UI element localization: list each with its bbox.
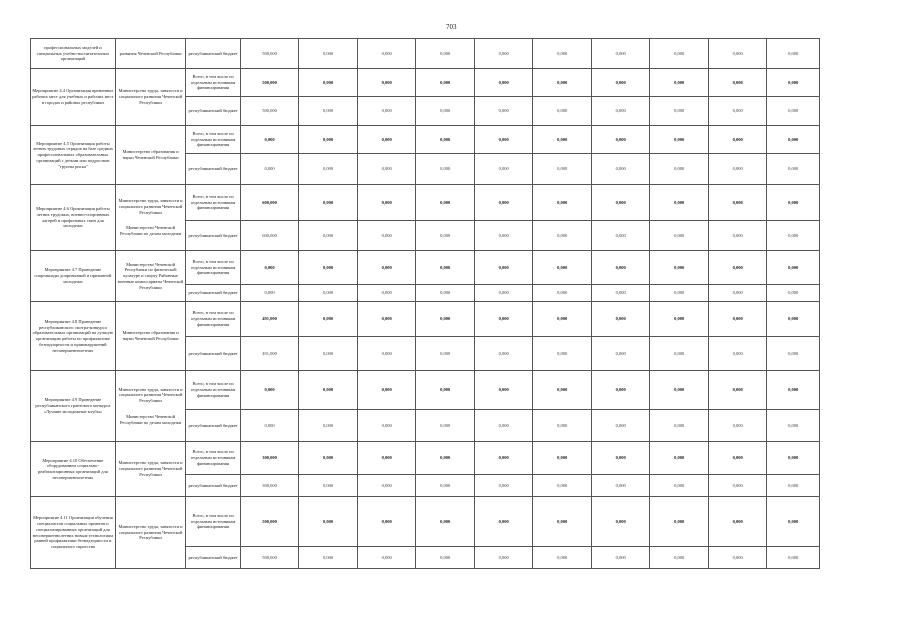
amount-cell: 0,000 [416, 154, 475, 185]
amount-cell: 491,000 [240, 302, 299, 337]
amount-cell: 0,000 [299, 221, 358, 251]
amount-cell: 0,000 [533, 97, 592, 126]
amount-cell: 0,000 [474, 337, 533, 371]
table-row [31, 126, 820, 154]
amount-cell: 0,000 [591, 285, 650, 302]
responsible-org-cell [115, 69, 186, 126]
amount-cell: 0,000 [299, 39, 358, 69]
amount-cell: 0,000 [357, 497, 416, 547]
amount-cell: 0,000 [591, 69, 650, 97]
measure-cell: Мероприятие 4.6 Организация работы летних трудовых, военно-спортивных лагерей и профильных смен для молодежи [31, 185, 116, 251]
amount-cell: 0,000 [299, 475, 358, 497]
amount-cell: 0,000 [299, 410, 358, 442]
amount-cell: 0,000 [708, 185, 767, 221]
amount-cell: 0,000 [533, 302, 592, 337]
funding-source-cell: республиканский бюджет [186, 337, 240, 371]
funding-source-cell: республиканский бюджет [186, 39, 240, 69]
funding-source-cell: республиканский бюджет [186, 410, 240, 442]
amount-cell: 0,000 [299, 185, 358, 221]
amount-cell: 0,000 [591, 251, 650, 285]
amount-cell: 0,000 [416, 302, 475, 337]
amount-cell: 0,000 [299, 371, 358, 410]
org-name: Министерство труда, занятости и социального развития Чеченской Республики [118, 386, 183, 404]
amount-cell: 0,000 [533, 69, 592, 97]
amount-cell: 0,000 [708, 337, 767, 371]
amount-cell: 0,000 [708, 251, 767, 285]
responsible-org-cell [115, 442, 186, 497]
amount-cell: 0,000 [650, 285, 709, 302]
amount-cell: 0,000 [416, 39, 475, 69]
amount-cell: 0,000 [357, 97, 416, 126]
amount-cell: 0,000 [767, 475, 820, 497]
funding-source-cell: Всего, в том числе по отдельным источникам финансирования [186, 302, 240, 337]
amount-cell: 0,000 [474, 410, 533, 442]
amount-cell: 0,000 [533, 185, 592, 221]
amount-cell: 0,000 [416, 475, 475, 497]
amount-cell: 0,000 [650, 126, 709, 154]
amount-cell: 0,000 [650, 69, 709, 97]
responsible-org-cell [115, 371, 186, 442]
org-name: Министерство образования и науки Чеченской Республики [122, 330, 179, 341]
amount-cell: 0,000 [299, 69, 358, 97]
amount-cell: 0,000 [767, 251, 820, 285]
amount-cell: 0,000 [474, 547, 533, 569]
amount-cell: 0,000 [416, 69, 475, 97]
amount-cell: 0,000 [650, 221, 709, 251]
amount-cell: 0,000 [708, 410, 767, 442]
amount-cell: 0,000 [357, 69, 416, 97]
amount-cell: 0,000 [650, 371, 709, 410]
amount-cell: 0,000 [708, 39, 767, 69]
amount-cell: 0,000 [357, 337, 416, 371]
amount-cell: 0,000 [416, 185, 475, 221]
amount-cell: 600,000 [240, 185, 299, 221]
amount-cell: 0,000 [474, 442, 533, 475]
amount-cell: 0,000 [767, 185, 820, 221]
measure-cell: Мероприятие 4.9 Проведение республиканского грантового конкурса «Лучшие молодежные клубы» [31, 371, 116, 442]
table-row [31, 302, 820, 337]
amount-cell: 0,000 [650, 547, 709, 569]
amount-cell: 0,000 [533, 285, 592, 302]
amount-cell: 0,000 [416, 547, 475, 569]
amount-cell: 0,000 [533, 126, 592, 154]
amount-cell: 500,000 [240, 39, 299, 69]
amount-cell: 0,000 [299, 285, 358, 302]
amount-cell: 0,000 [533, 497, 592, 547]
org-name: Министерство труда, занятости и социального развития Чеченской Республики [118, 198, 183, 215]
amount-cell: 0,000 [416, 442, 475, 475]
amount-cell: 0,000 [357, 251, 416, 285]
amount-cell: 0,000 [533, 442, 592, 475]
amount-cell: 0,000 [591, 126, 650, 154]
amount-cell: 0,000 [767, 547, 820, 569]
amount-cell: 0,000 [474, 221, 533, 251]
amount-cell: 0,000 [708, 154, 767, 185]
funding-source-cell: республиканский бюджет [186, 97, 240, 126]
amount-cell: 0,000 [240, 371, 299, 410]
amount-cell: 0,000 [591, 221, 650, 251]
amount-cell: 0,000 [650, 251, 709, 285]
amount-cell: 0,000 [416, 126, 475, 154]
responsible-org-cell [115, 39, 186, 69]
amount-cell: 0,000 [240, 154, 299, 185]
amount-cell: 0,000 [767, 442, 820, 475]
funding-source-cell: Всего, в том числе по отдельным источникам финансирования [186, 126, 240, 154]
amount-cell: 0,000 [474, 126, 533, 154]
amount-cell: 0,000 [357, 154, 416, 185]
amount-cell: 0,000 [357, 475, 416, 497]
amount-cell: 0,000 [767, 371, 820, 410]
amount-cell: 0,000 [474, 69, 533, 97]
amount-cell: 0,000 [357, 126, 416, 154]
amount-cell: 0,000 [591, 410, 650, 442]
amount-cell: 0,000 [767, 221, 820, 251]
amount-cell: 0,000 [591, 154, 650, 185]
amount-cell: 0,000 [299, 337, 358, 371]
amount-cell: 0,000 [767, 97, 820, 126]
funding-source-cell: Всего, в том числе по отдельным источникам финансирования [186, 251, 240, 285]
funding-source-cell: Всего, в том числе по отдельным источникам финансирования [186, 185, 240, 221]
amount-cell: 0,000 [708, 302, 767, 337]
amount-cell: 0,000 [708, 69, 767, 97]
amount-cell: 0,000 [474, 39, 533, 69]
amount-cell: 0,000 [240, 251, 299, 285]
amount-cell: 0,000 [650, 185, 709, 221]
amount-cell: 0,000 [474, 251, 533, 285]
amount-cell: 0,000 [299, 154, 358, 185]
funding-source-cell: республиканский бюджет [186, 221, 240, 251]
funding-source-cell: республиканский бюджет [186, 475, 240, 497]
funding-source-cell: Всего, в том числе по отдельным источникам финансирования [186, 442, 240, 475]
amount-cell: 0,000 [357, 302, 416, 337]
amount-cell: 0,000 [591, 442, 650, 475]
amount-cell: 0,000 [299, 251, 358, 285]
funding-source-cell: республиканский бюджет [186, 547, 240, 569]
amount-cell: 0,000 [474, 302, 533, 337]
amount-cell: 0,000 [708, 371, 767, 410]
table-row [31, 69, 820, 97]
org-name: Министерство Чеченской Республики по делам молодежи [119, 413, 182, 425]
amount-cell: 0,000 [416, 251, 475, 285]
amount-cell: 0,000 [767, 337, 820, 371]
org-name: Министерство Чеченской Республики по делам молодежи [119, 225, 182, 237]
amount-cell: 0,000 [533, 371, 592, 410]
amount-cell: 0,000 [357, 285, 416, 302]
amount-cell: 0,000 [767, 39, 820, 69]
measure-cell: Мероприятие 4.8 Проведение республиканского смотра-конкурса образовательных организаций на лучшую организацию работы по профилактике безнадзорности и правонарушений несовершеннолетних [31, 302, 116, 371]
table-row [31, 442, 820, 475]
amount-cell: 0,000 [416, 221, 475, 251]
responsible-org-cell [115, 497, 186, 569]
amount-cell: 0,000 [591, 497, 650, 547]
amount-cell: 0,000 [533, 410, 592, 442]
amount-cell: 0,000 [650, 302, 709, 337]
amount-cell: 0,000 [357, 371, 416, 410]
amount-cell: 0,000 [357, 547, 416, 569]
amount-cell: 0,000 [299, 126, 358, 154]
amount-cell: 0,000 [708, 547, 767, 569]
amount-cell: 0,000 [650, 497, 709, 547]
org-name: Министерство труда, занятости и социального развития Чеченской Республики [118, 88, 183, 105]
amount-cell: 0,000 [650, 410, 709, 442]
amount-cell: 0,000 [357, 410, 416, 442]
amount-cell: 0,000 [533, 475, 592, 497]
amount-cell: 0,000 [708, 497, 767, 547]
responsible-org-cell [115, 302, 186, 371]
amount-cell: 0,000 [767, 285, 820, 302]
amount-cell: 0,000 [474, 154, 533, 185]
amount-cell: 0,000 [416, 337, 475, 371]
amount-cell: 0,000 [708, 126, 767, 154]
amount-cell: 600,000 [240, 221, 299, 251]
amount-cell: 0,000 [650, 475, 709, 497]
amount-cell: 0,000 [591, 371, 650, 410]
amount-cell: 0,000 [357, 442, 416, 475]
amount-cell: 0,000 [299, 497, 358, 547]
amount-cell: 0,000 [357, 221, 416, 251]
responsible-org-cell [115, 251, 186, 302]
amount-cell: 0,000 [240, 126, 299, 154]
amount-cell: 0,000 [416, 497, 475, 547]
amount-cell: 0,000 [767, 410, 820, 442]
amount-cell: 0,000 [474, 185, 533, 221]
measure-cell: Мероприятие 4.7 Проведение спартакиады допризывной и призывной молодежи [31, 251, 116, 302]
table-row [31, 497, 820, 547]
responsible-org-cell [115, 185, 186, 251]
budget-table [30, 38, 820, 569]
amount-cell: 491,000 [240, 337, 299, 371]
amount-cell: 0,000 [533, 154, 592, 185]
org-name: Министерство Чеченской Республики по физической культуре и спорту Районные военные комиссариаты Чеченской Республики [117, 261, 184, 290]
amount-cell: 0,000 [591, 39, 650, 69]
amount-cell: 0,000 [591, 547, 650, 569]
amount-cell: 0,000 [474, 97, 533, 126]
amount-cell: 0,000 [299, 547, 358, 569]
amount-cell: 0,000 [416, 97, 475, 126]
amount-cell: 0,000 [708, 442, 767, 475]
amount-cell: 0,000 [708, 221, 767, 251]
amount-cell: 0,000 [767, 497, 820, 547]
amount-cell: 0,000 [650, 442, 709, 475]
amount-cell: 0,000 [357, 39, 416, 69]
amount-cell: 0,000 [416, 410, 475, 442]
amount-cell: 500,000 [240, 497, 299, 547]
amount-cell: 300,000 [240, 475, 299, 497]
table-row [31, 185, 820, 221]
amount-cell: 0,000 [533, 39, 592, 69]
page-number: 703 [446, 23, 457, 31]
funding-source-cell: Всего, в том числе по отдельным источникам финансирования [186, 69, 240, 97]
amount-cell: 0,000 [533, 221, 592, 251]
amount-cell: 0,000 [650, 154, 709, 185]
amount-cell: 0,000 [299, 442, 358, 475]
measure-cell: Мероприятие 4.10 Обеспечение оборудованием социально-реабилитационных организаций для несовершеннолетних [31, 442, 116, 497]
amount-cell: 0,000 [591, 185, 650, 221]
amount-cell: 0,000 [533, 337, 592, 371]
amount-cell: 500,000 [240, 69, 299, 97]
measure-cell: профессиональных моделей и специальных учебно-воспитательных организаций [31, 39, 116, 69]
org-name: Министерство труда, занятости и социального развития Чеченской Республики [118, 460, 183, 477]
amount-cell: 0,000 [533, 547, 592, 569]
amount-cell: 0,000 [240, 410, 299, 442]
funding-source-cell: Всего, в том числе по отдельным источникам финансирования [186, 371, 240, 410]
amount-cell: 0,000 [591, 337, 650, 371]
funding-source-cell: республиканский бюджет [186, 285, 240, 302]
amount-cell: 0,000 [591, 97, 650, 126]
amount-cell: 0,000 [474, 371, 533, 410]
funding-source-cell: Всего, в том числе по отдельным источникам финансирования [186, 497, 240, 547]
org-name: Министерство образования и науки Чеченской Республики [122, 149, 179, 160]
table-row [31, 251, 820, 285]
amount-cell: 0,000 [299, 302, 358, 337]
measure-cell: Мероприятие 4.11 Организация обучения специалистов социальных приютов и специализированных организаций для несовершеннолетних новым технологиям ранней профилактики безнадзорности и социального сиротства [31, 497, 116, 569]
org-name: Министерство труда, занятости и социального развития Чеченской Республики [118, 523, 183, 541]
amount-cell: 0,000 [767, 69, 820, 97]
amount-cell: 0,000 [708, 475, 767, 497]
amount-cell: 0,000 [474, 285, 533, 302]
amount-cell: 500,000 [240, 97, 299, 126]
amount-cell: 0,000 [767, 126, 820, 154]
funding-source-cell: республиканский бюджет [186, 154, 240, 185]
table-body [31, 39, 820, 569]
measure-cell: Мероприятие 4.5 Организация работы летних трудовых отрядов на базе средних профессиональных образовательных организаций с детьми или подростков "группы риска" [31, 126, 116, 185]
amount-cell: 300,000 [240, 442, 299, 475]
amount-cell: 0,000 [708, 97, 767, 126]
amount-cell: 0,000 [591, 302, 650, 337]
amount-cell: 0,000 [416, 285, 475, 302]
amount-cell: 0,000 [240, 285, 299, 302]
table-row [31, 371, 820, 410]
responsible-org-cell [115, 126, 186, 185]
amount-cell: 0,000 [357, 185, 416, 221]
amount-cell: 0,000 [416, 371, 475, 410]
amount-cell: 500,000 [240, 547, 299, 569]
amount-cell: 0,000 [650, 39, 709, 69]
amount-cell: 0,000 [708, 285, 767, 302]
amount-cell: 0,000 [533, 251, 592, 285]
table-row [31, 39, 820, 69]
org-name: развития Чеченской Республики [119, 50, 182, 56]
amount-cell: 0,000 [767, 302, 820, 337]
amount-cell: 0,000 [299, 97, 358, 126]
amount-cell: 0,000 [767, 154, 820, 185]
amount-cell: 0,000 [474, 475, 533, 497]
amount-cell: 0,000 [650, 97, 709, 126]
amount-cell: 0,000 [474, 497, 533, 547]
measure-cell: Мероприятие 4.4 Организация временных рабочих мест для учебных и рабочих мест в городах и районах республики [31, 69, 116, 126]
amount-cell: 0,000 [650, 337, 709, 371]
amount-cell: 0,000 [591, 475, 650, 497]
